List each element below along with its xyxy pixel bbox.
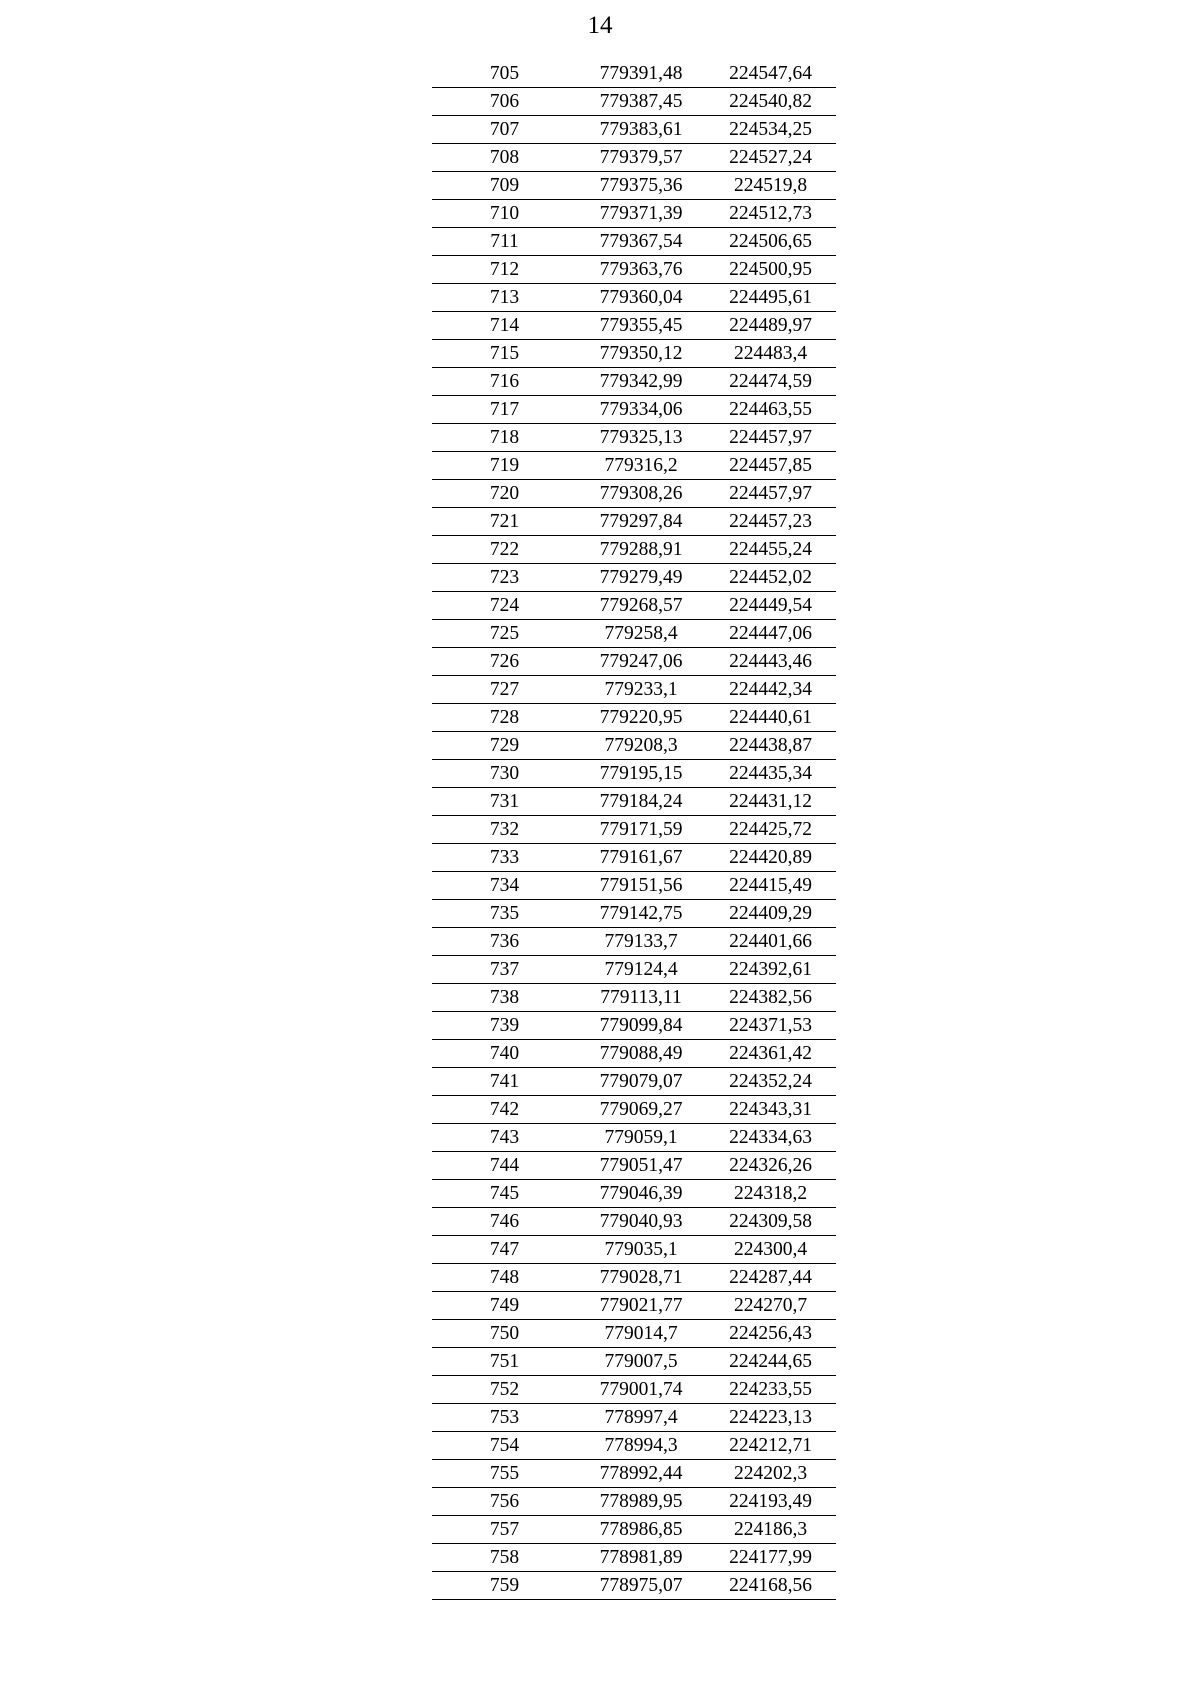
table-row <box>432 1040 836 1068</box>
point-number-cell: 728 <box>432 704 577 732</box>
table-row <box>432 760 836 788</box>
table-row <box>432 956 836 984</box>
point-number-cell: 711 <box>432 228 577 256</box>
point-number-cell: 727 <box>432 676 577 704</box>
point-number-cell: 719 <box>432 452 577 480</box>
point-number-cell: 755 <box>432 1460 577 1488</box>
table-row <box>432 1572 836 1600</box>
x-coordinate-cell: 779014,7 <box>577 1320 705 1348</box>
y-coordinate-cell: 224547,64 <box>705 60 836 88</box>
x-coordinate-cell: 779079,07 <box>577 1068 705 1096</box>
x-coordinate-cell: 779001,74 <box>577 1376 705 1404</box>
x-coordinate-cell: 778997,4 <box>577 1404 705 1432</box>
y-coordinate-cell: 224443,46 <box>705 648 836 676</box>
y-coordinate-cell: 224361,42 <box>705 1040 836 1068</box>
table-row <box>432 1236 836 1264</box>
y-coordinate-cell: 224415,49 <box>705 872 836 900</box>
table-row <box>432 88 836 116</box>
table-row <box>432 704 836 732</box>
table-row <box>432 1180 836 1208</box>
x-coordinate-cell: 779059,1 <box>577 1124 705 1152</box>
x-coordinate-cell: 779308,26 <box>577 480 705 508</box>
table-row <box>432 256 836 284</box>
table-row <box>432 844 836 872</box>
x-coordinate-cell: 778975,07 <box>577 1572 705 1600</box>
x-coordinate-cell: 779040,93 <box>577 1208 705 1236</box>
point-number-cell: 725 <box>432 620 577 648</box>
y-coordinate-cell: 224489,97 <box>705 312 836 340</box>
x-coordinate-cell: 779363,76 <box>577 256 705 284</box>
x-coordinate-cell: 779208,3 <box>577 732 705 760</box>
y-coordinate-cell: 224506,65 <box>705 228 836 256</box>
x-coordinate-cell: 779379,57 <box>577 144 705 172</box>
y-coordinate-cell: 224457,23 <box>705 508 836 536</box>
coordinates-table <box>432 60 836 1600</box>
point-number-cell: 713 <box>432 284 577 312</box>
point-number-cell: 752 <box>432 1376 577 1404</box>
y-coordinate-cell: 224343,31 <box>705 1096 836 1124</box>
y-coordinate-cell: 224409,29 <box>705 900 836 928</box>
point-number-cell: 717 <box>432 396 577 424</box>
table-row <box>432 452 836 480</box>
point-number-cell: 757 <box>432 1516 577 1544</box>
point-number-cell: 705 <box>432 60 577 88</box>
point-number-cell: 744 <box>432 1152 577 1180</box>
table-row <box>432 116 836 144</box>
point-number-cell: 753 <box>432 1404 577 1432</box>
point-number-cell: 731 <box>432 788 577 816</box>
y-coordinate-cell: 224449,54 <box>705 592 836 620</box>
x-coordinate-cell: 779161,67 <box>577 844 705 872</box>
table-row <box>432 1348 836 1376</box>
point-number-cell: 721 <box>432 508 577 536</box>
x-coordinate-cell: 779258,4 <box>577 620 705 648</box>
page-number: 14 <box>587 12 613 39</box>
x-coordinate-cell: 778981,89 <box>577 1544 705 1572</box>
x-coordinate-cell: 779124,4 <box>577 956 705 984</box>
point-number-cell: 736 <box>432 928 577 956</box>
x-coordinate-cell: 779007,5 <box>577 1348 705 1376</box>
table-row <box>432 396 836 424</box>
y-coordinate-cell: 224435,34 <box>705 760 836 788</box>
point-number-cell: 751 <box>432 1348 577 1376</box>
y-coordinate-cell: 224495,61 <box>705 284 836 312</box>
x-coordinate-cell: 778986,85 <box>577 1516 705 1544</box>
x-coordinate-cell: 779247,06 <box>577 648 705 676</box>
table-row <box>432 1152 836 1180</box>
y-coordinate-cell: 224500,95 <box>705 256 836 284</box>
y-coordinate-cell: 224300,4 <box>705 1236 836 1264</box>
x-coordinate-cell: 779113,11 <box>577 984 705 1012</box>
table-row <box>432 340 836 368</box>
point-number-cell: 724 <box>432 592 577 620</box>
point-number-cell: 740 <box>432 1040 577 1068</box>
y-coordinate-cell: 224474,59 <box>705 368 836 396</box>
x-coordinate-cell: 779035,1 <box>577 1236 705 1264</box>
point-number-cell: 742 <box>432 1096 577 1124</box>
table-row <box>432 816 836 844</box>
y-coordinate-cell: 224440,61 <box>705 704 836 732</box>
y-coordinate-cell: 224447,06 <box>705 620 836 648</box>
x-coordinate-cell: 779288,91 <box>577 536 705 564</box>
y-coordinate-cell: 224382,56 <box>705 984 836 1012</box>
x-coordinate-cell: 779375,36 <box>577 172 705 200</box>
point-number-cell: 748 <box>432 1264 577 1292</box>
point-number-cell: 715 <box>432 340 577 368</box>
point-number-cell: 723 <box>432 564 577 592</box>
table-row <box>432 1292 836 1320</box>
point-number-cell: 710 <box>432 200 577 228</box>
point-number-cell: 712 <box>432 256 577 284</box>
table-row <box>432 1488 836 1516</box>
y-coordinate-cell: 224392,61 <box>705 956 836 984</box>
x-coordinate-cell: 779220,95 <box>577 704 705 732</box>
y-coordinate-cell: 224457,85 <box>705 452 836 480</box>
y-coordinate-cell: 224334,63 <box>705 1124 836 1152</box>
x-coordinate-cell: 779069,27 <box>577 1096 705 1124</box>
point-number-cell: 758 <box>432 1544 577 1572</box>
table-row <box>432 1460 836 1488</box>
point-number-cell: 737 <box>432 956 577 984</box>
table-row <box>432 172 836 200</box>
x-coordinate-cell: 779360,04 <box>577 284 705 312</box>
y-coordinate-cell: 224431,12 <box>705 788 836 816</box>
point-number-cell: 708 <box>432 144 577 172</box>
x-coordinate-cell: 779391,48 <box>577 60 705 88</box>
table-row <box>432 312 836 340</box>
x-coordinate-cell: 779021,77 <box>577 1292 705 1320</box>
y-coordinate-cell: 224401,66 <box>705 928 836 956</box>
x-coordinate-cell: 779142,75 <box>577 900 705 928</box>
table-row <box>432 1320 836 1348</box>
x-coordinate-cell: 779151,56 <box>577 872 705 900</box>
x-coordinate-cell: 779371,39 <box>577 200 705 228</box>
y-coordinate-cell: 224438,87 <box>705 732 836 760</box>
table-row <box>432 648 836 676</box>
table-row <box>432 1208 836 1236</box>
y-coordinate-cell: 224452,02 <box>705 564 836 592</box>
table-row <box>432 508 836 536</box>
point-number-cell: 750 <box>432 1320 577 1348</box>
y-coordinate-cell: 224457,97 <box>705 480 836 508</box>
point-number-cell: 720 <box>432 480 577 508</box>
y-coordinate-cell: 224512,73 <box>705 200 836 228</box>
point-number-cell: 730 <box>432 760 577 788</box>
y-coordinate-cell: 224352,24 <box>705 1068 836 1096</box>
point-number-cell: 732 <box>432 816 577 844</box>
point-number-cell: 756 <box>432 1488 577 1516</box>
x-coordinate-cell: 779046,39 <box>577 1180 705 1208</box>
x-coordinate-cell: 779028,71 <box>577 1264 705 1292</box>
table-row <box>432 1544 836 1572</box>
table-row <box>432 1264 836 1292</box>
x-coordinate-cell: 779355,45 <box>577 312 705 340</box>
table-row <box>432 676 836 704</box>
x-coordinate-cell: 779088,49 <box>577 1040 705 1068</box>
x-coordinate-cell: 778989,95 <box>577 1488 705 1516</box>
table-row <box>432 1404 836 1432</box>
table-row <box>432 1096 836 1124</box>
x-coordinate-cell: 779051,47 <box>577 1152 705 1180</box>
x-coordinate-cell: 779342,99 <box>577 368 705 396</box>
table-row <box>432 984 836 1012</box>
table-row <box>432 1068 836 1096</box>
y-coordinate-cell: 224442,34 <box>705 676 836 704</box>
y-coordinate-cell: 224256,43 <box>705 1320 836 1348</box>
y-coordinate-cell: 224519,8 <box>705 172 836 200</box>
point-number-cell: 739 <box>432 1012 577 1040</box>
table-row <box>432 368 836 396</box>
x-coordinate-cell: 779350,12 <box>577 340 705 368</box>
x-coordinate-cell: 779268,57 <box>577 592 705 620</box>
x-coordinate-cell: 779171,59 <box>577 816 705 844</box>
y-coordinate-cell: 224309,58 <box>705 1208 836 1236</box>
point-number-cell: 746 <box>432 1208 577 1236</box>
y-coordinate-cell: 224527,24 <box>705 144 836 172</box>
point-number-cell: 754 <box>432 1432 577 1460</box>
x-coordinate-cell: 779233,1 <box>577 676 705 704</box>
table-row <box>432 872 836 900</box>
table-row <box>432 564 836 592</box>
x-coordinate-cell: 779334,06 <box>577 396 705 424</box>
y-coordinate-cell: 224534,25 <box>705 116 836 144</box>
table-row <box>432 284 836 312</box>
point-number-cell: 743 <box>432 1124 577 1152</box>
coordinates-table-body <box>432 60 836 1600</box>
y-coordinate-cell: 224202,3 <box>705 1460 836 1488</box>
y-coordinate-cell: 224193,49 <box>705 1488 836 1516</box>
point-number-cell: 726 <box>432 648 577 676</box>
point-number-cell: 709 <box>432 172 577 200</box>
point-number-cell: 734 <box>432 872 577 900</box>
x-coordinate-cell: 779325,13 <box>577 424 705 452</box>
table-row <box>432 480 836 508</box>
x-coordinate-cell: 779316,2 <box>577 452 705 480</box>
y-coordinate-cell: 224483,4 <box>705 340 836 368</box>
table-row <box>432 620 836 648</box>
y-coordinate-cell: 224463,55 <box>705 396 836 424</box>
y-coordinate-cell: 224371,53 <box>705 1012 836 1040</box>
y-coordinate-cell: 224168,56 <box>705 1572 836 1600</box>
point-number-cell: 759 <box>432 1572 577 1600</box>
point-number-cell: 741 <box>432 1068 577 1096</box>
y-coordinate-cell: 224186,3 <box>705 1516 836 1544</box>
table-row <box>432 1516 836 1544</box>
y-coordinate-cell: 224177,99 <box>705 1544 836 1572</box>
x-coordinate-cell: 779099,84 <box>577 1012 705 1040</box>
table-row <box>432 536 836 564</box>
y-coordinate-cell: 224457,97 <box>705 424 836 452</box>
y-coordinate-cell: 224455,24 <box>705 536 836 564</box>
y-coordinate-cell: 224420,89 <box>705 844 836 872</box>
table-row <box>432 144 836 172</box>
x-coordinate-cell: 779279,49 <box>577 564 705 592</box>
point-number-cell: 707 <box>432 116 577 144</box>
y-coordinate-cell: 224425,72 <box>705 816 836 844</box>
y-coordinate-cell: 224233,55 <box>705 1376 836 1404</box>
table-row <box>432 732 836 760</box>
point-number-cell: 718 <box>432 424 577 452</box>
y-coordinate-cell: 224223,13 <box>705 1404 836 1432</box>
point-number-cell: 729 <box>432 732 577 760</box>
y-coordinate-cell: 224326,26 <box>705 1152 836 1180</box>
table-row <box>432 928 836 956</box>
y-coordinate-cell: 224270,7 <box>705 1292 836 1320</box>
x-coordinate-cell: 778994,3 <box>577 1432 705 1460</box>
x-coordinate-cell: 779133,7 <box>577 928 705 956</box>
point-number-cell: 733 <box>432 844 577 872</box>
y-coordinate-cell: 224287,44 <box>705 1264 836 1292</box>
table-row <box>432 1432 836 1460</box>
point-number-cell: 722 <box>432 536 577 564</box>
x-coordinate-cell: 779367,54 <box>577 228 705 256</box>
x-coordinate-cell: 779195,15 <box>577 760 705 788</box>
table-row <box>432 1124 836 1152</box>
point-number-cell: 745 <box>432 1180 577 1208</box>
y-coordinate-cell: 224244,65 <box>705 1348 836 1376</box>
x-coordinate-cell: 779387,45 <box>577 88 705 116</box>
x-coordinate-cell: 779297,84 <box>577 508 705 536</box>
table-row <box>432 1012 836 1040</box>
y-coordinate-cell: 224318,2 <box>705 1180 836 1208</box>
point-number-cell: 716 <box>432 368 577 396</box>
table-row <box>432 592 836 620</box>
y-coordinate-cell: 224212,71 <box>705 1432 836 1460</box>
table-row <box>432 1376 836 1404</box>
x-coordinate-cell: 779184,24 <box>577 788 705 816</box>
point-number-cell: 714 <box>432 312 577 340</box>
y-coordinate-cell: 224540,82 <box>705 88 836 116</box>
table-row <box>432 60 836 88</box>
x-coordinate-cell: 778992,44 <box>577 1460 705 1488</box>
x-coordinate-cell: 779383,61 <box>577 116 705 144</box>
table-row <box>432 900 836 928</box>
point-number-cell: 735 <box>432 900 577 928</box>
point-number-cell: 747 <box>432 1236 577 1264</box>
point-number-cell: 738 <box>432 984 577 1012</box>
table-row <box>432 788 836 816</box>
table-row <box>432 228 836 256</box>
point-number-cell: 749 <box>432 1292 577 1320</box>
point-number-cell: 706 <box>432 88 577 116</box>
table-row <box>432 200 836 228</box>
table-row <box>432 424 836 452</box>
